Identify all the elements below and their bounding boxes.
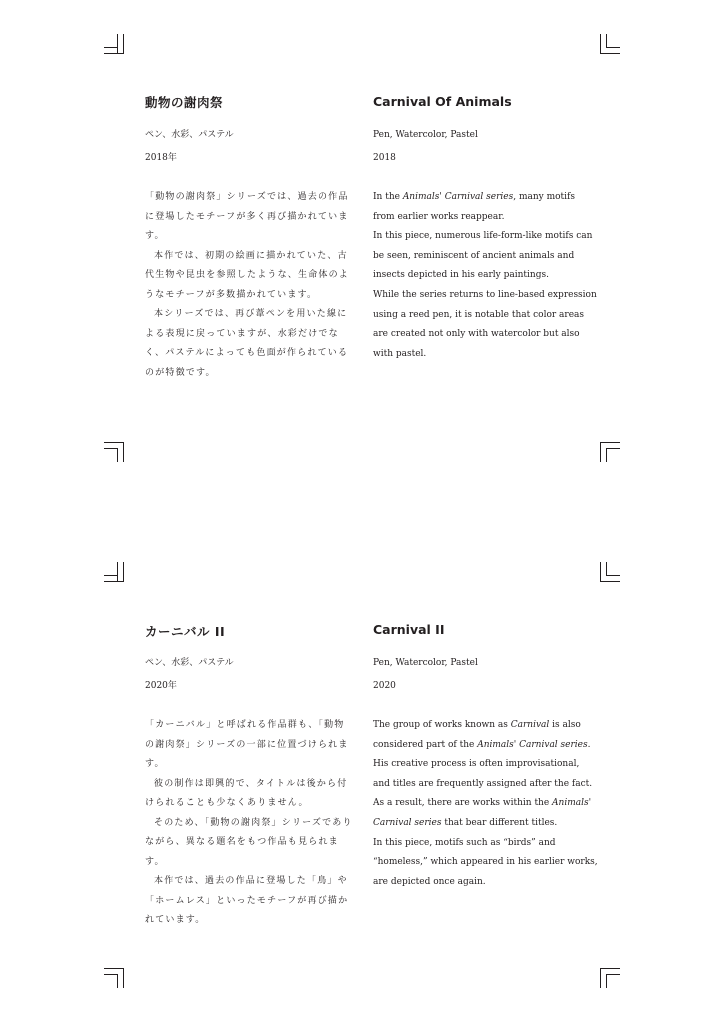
text-line: are created not only with watercolor but also [373,329,580,340]
work-year-en: 2018 [373,153,396,163]
text-line: are depicted once again. [373,876,486,887]
crop-mark-top-right-2 [600,562,620,582]
work-1-english [373,0,597,512]
work-1-japanese [145,0,357,512]
work-title-jp: カーニバル II [145,624,226,639]
paragraph: そのため、「動物の謝肉祭」シリーズでありながら、異なる題名をもつ作品も見られます。 [145,817,353,867]
text-line: “homeless,” which appeared in his earlier works, [373,857,598,868]
work-title-jp: 動物の謝肉祭 [145,95,224,110]
crop-mark-bottom-left-2 [104,968,124,988]
text-line: In this piece, motifs such as “birds” and [373,837,556,848]
crop-mark-bottom-right-1 [600,442,620,462]
crop-mark-bottom-right-2 [600,968,620,988]
crop-mark-top-right-1 [600,34,620,54]
text-line: The group of works known as Carnival is also [373,720,581,730]
work-description-en [373,188,597,364]
paragraph: 本作では、過去の作品に登場した「鳥」や「ホームレス」といったモチーフが再び描かれています。 [145,876,349,925]
work-medium-en: Pen, Watercolor, Pastel [373,130,478,140]
work-year-jp: 2018年 [145,153,177,163]
text-line: As a result, there are works within the Animals' [373,798,592,809]
text-line: and titles are frequently assigned after the fact. [373,778,593,789]
text-line: from earlier works reappear. [373,211,505,222]
paragraph: 「カーニバル」と呼ばれる作品群も、「動物の謝肉祭」シリーズの一部に位置づけられます。 [145,720,349,769]
work-2-english [373,528,598,1024]
work-2-japanese [145,528,357,1024]
work-title-en: Carnival Of Animals [373,94,512,109]
crop-mark-top-left-2 [104,562,124,582]
text-line: considered part of the Animals' Carnival series. [373,739,591,750]
work-description-jp [145,188,353,383]
paragraph: 本作では、初期の絵画に描かれていた、古代生物や昆虫を参照したような、生命体のようなモチーフが多数描かれています。 [145,250,350,300]
work-year-en: 2020 [373,681,396,691]
text-line: be seen, reminiscent of ancient animals and [373,250,575,261]
work-year-jp: 2020年 [145,681,177,691]
text-line: with pastel. [373,348,427,359]
work-title-en: Carnival II [373,622,445,637]
text-line: In the Animals' Carnival series, many motifs [373,192,575,202]
paragraph: 「動物の謝肉祭」シリーズでは、過去の作品に登場したモチーフが多く再び描かれています。 [145,192,349,241]
paragraph: 彼の制作は即興的で、タイトルは後から付けられることも少なくありません。 [145,778,348,808]
text-line: While the series returns to line-based expression [373,289,597,300]
text-line: His creative process is often improvisational, [373,759,580,770]
text-line: In this piece, numerous life-form-like motifs can [373,231,593,242]
work-medium-en: Pen, Watercolor, Pastel [373,658,478,668]
work-medium-jp: ペン、水彩、パステル [145,130,234,140]
crop-mark-bottom-left-1 [104,442,124,462]
work-description-jp [145,716,353,931]
paragraph: 本シリーズでは、再び葦ペンを用いた線による表現に戻っていますが、水彩だけでなく、パステルによっても色面が作られているのが特徴です。 [145,309,349,378]
work-medium-jp: ペン、水彩、パステル [145,658,234,668]
crop-mark-top-left-1 [104,34,124,54]
text-line: using a reed pen, it is notable that color areas [373,309,585,320]
work-description-en [373,716,598,892]
text-line: Carnival series that bear different titles. [373,817,558,828]
text-line: insects depicted in his early paintings. [373,270,549,281]
